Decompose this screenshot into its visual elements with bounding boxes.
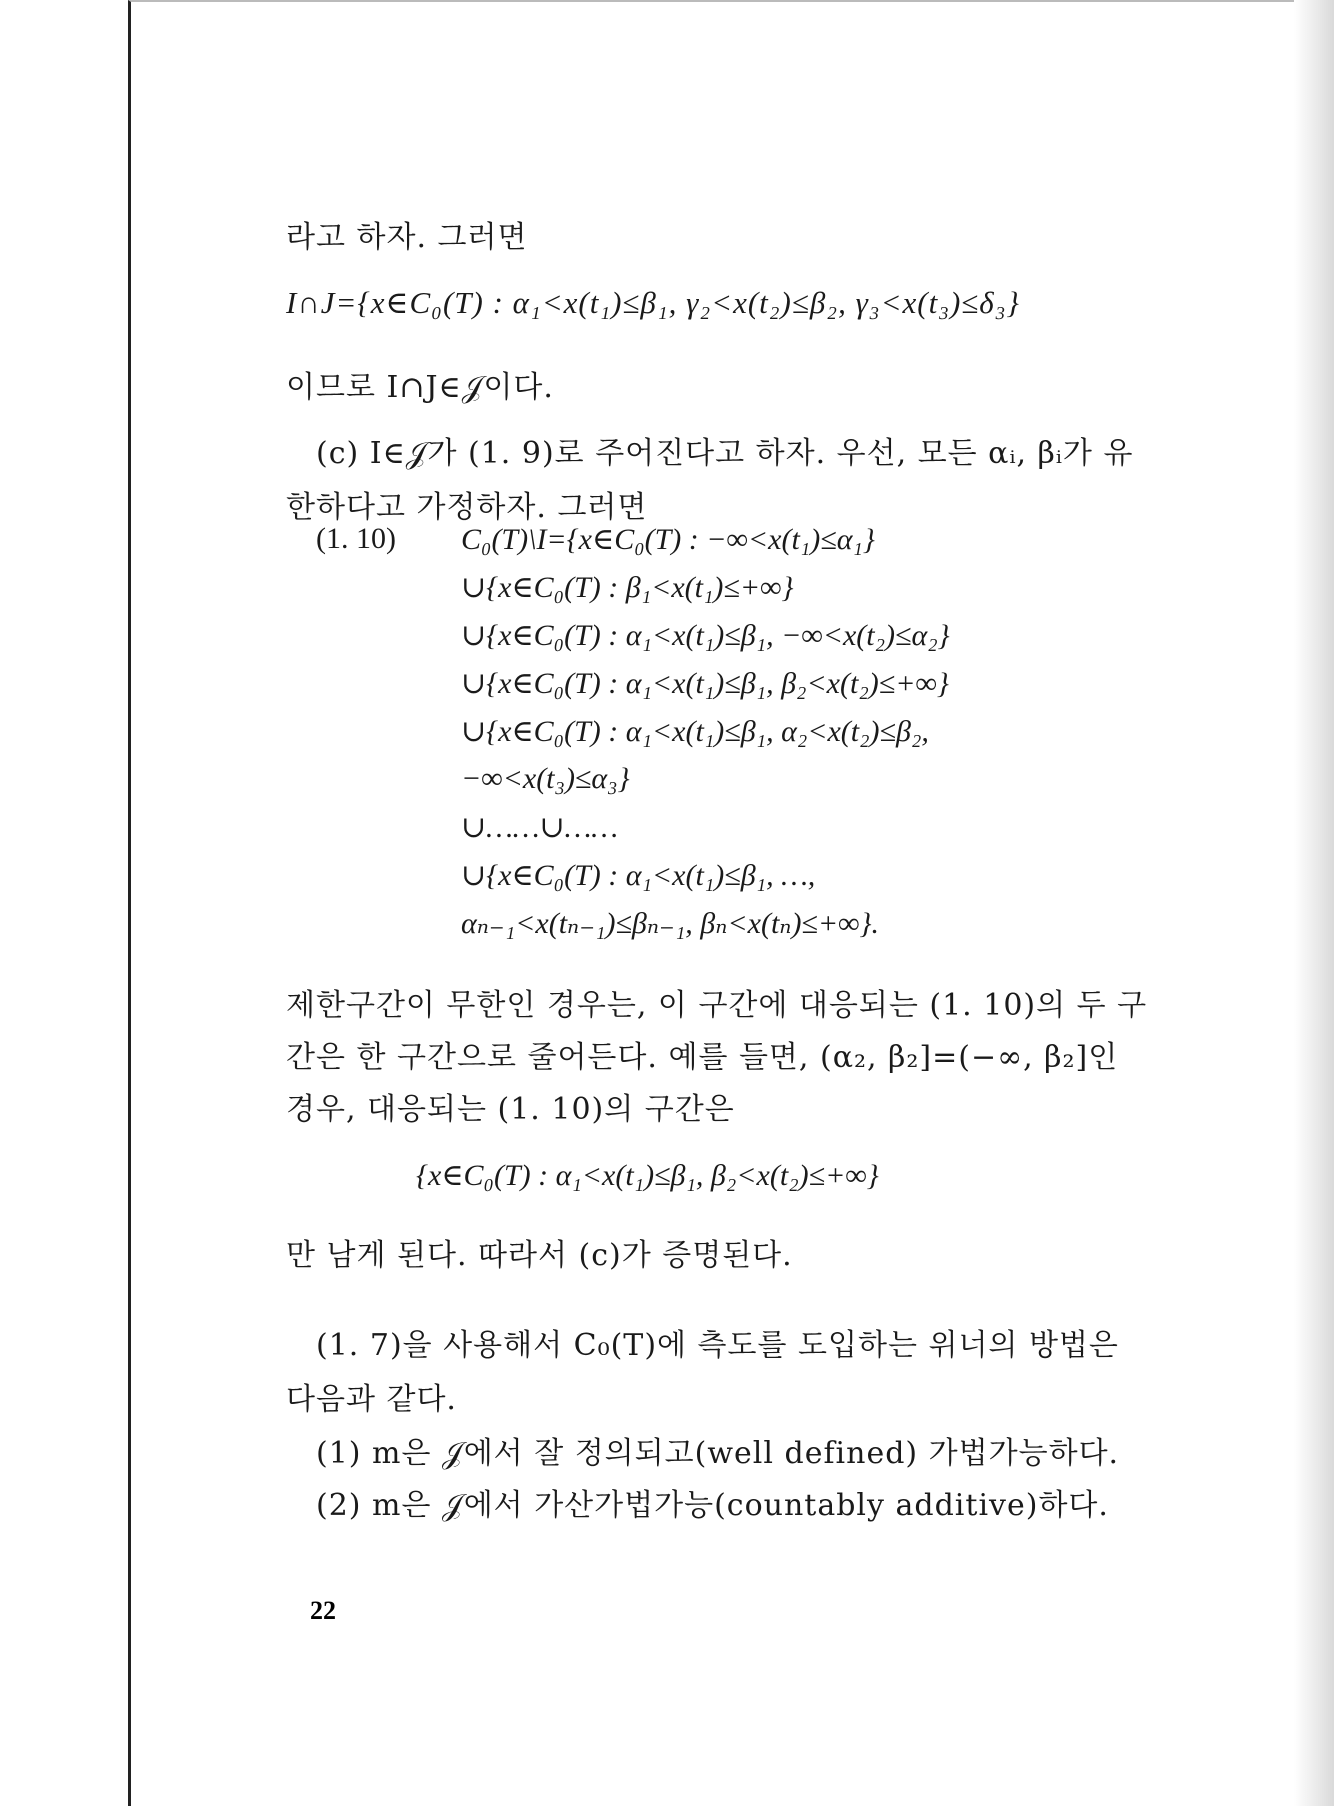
equation-line: −∞<x(t₃)≤α₃} — [461, 762, 630, 795]
equation-line: ∪{x∈C₀(T) : α₁<x(t₁)≤β₁, α₂<x(t₂)≤β₂, — [461, 715, 929, 748]
paragraph-case-c-line2: 한하다고 가정하자. 그러면 — [286, 490, 648, 525]
paragraph-after-eq-line4: 만 남게 된다. 따라서 (c)가 증명된다. — [286, 1238, 793, 1273]
equation-line: C₀(T)\I={x∈C₀(T) : −∞<x(t₁)≤α₁} — [461, 523, 875, 556]
equation-line: ∪{x∈C₀(T) : α₁<x(t₁)≤β₁, −∞<x(t₂)≤α₂} — [461, 619, 950, 652]
paragraph-conclusion-b: 이므로 I∩J∈𝒥이다. — [286, 370, 554, 405]
equation-line: ∪{x∈C₀(T) : β₁<x(t₁)≤+∞} — [461, 571, 794, 604]
equation-label: (1. 10) — [316, 522, 396, 555]
paragraph-wiener-line2: 다음과 같다. — [286, 1382, 457, 1417]
equation-line: αₙ₋₁<x(tₙ₋₁)≤βₙ₋₁, βₙ<x(tₙ)≤+∞}. — [461, 907, 880, 940]
equation-centered: {x∈C₀(T) : α₁<x(t₁)≤β₁, β₂<x(t₂)≤+∞} — [416, 1159, 879, 1192]
equation-line: ∪……∪…… — [461, 811, 618, 844]
list-item-1: (1) m은 𝒥에서 잘 정의되고(well defined) 가법가능하다. — [316, 1436, 1120, 1471]
paragraph-after-eq-line1: 제한구간이 무한인 경우는, 이 구간에 대응되는 (1. 10)의 두 구 — [286, 988, 1148, 1023]
paragraph-after-eq-line2: 간은 한 구간으로 줄어든다. 예를 들면, (α₂, β₂]=(−∞, β₂]인 — [286, 1040, 1119, 1075]
paragraph-case-c-line1: (c) I∈𝒥가 (1. 9)로 주어진다고 하자. 우선, 모든 αᵢ, βᵢ가 유 — [316, 436, 1134, 471]
page-scan-frame — [128, 0, 1314, 1806]
equation-line: ∪{x∈C₀(T) : α₁<x(t₁)≤β₁, β₂<x(t₂)≤+∞} — [461, 667, 949, 700]
equation-intersection: I∩J={x∈C₀(T) : α₁<x(t₁)≤β₁, γ₂<x(t₂)≤β₂, γ₃<x(t₃)≤δ₃} — [286, 285, 1020, 320]
equation-line: ∪{x∈C₀(T) : α₁<x(t₁)≤β₁, …, — [461, 859, 816, 892]
page-edge-shadow — [1294, 0, 1334, 1806]
paragraph-after-eq-line3: 경우, 대응되는 (1. 10)의 구간은 — [286, 1092, 735, 1127]
page-number: 22 — [310, 1596, 336, 1625]
paragraph-wiener-line1: (1. 7)을 사용해서 C₀(T)에 측도를 도입하는 위너의 방법은 — [316, 1328, 1119, 1363]
paragraph-intro: 라고 하자. 그러면 — [286, 220, 528, 255]
list-item-2: (2) m은 𝒥에서 가산가법가능(countably additive)하다. — [316, 1488, 1109, 1523]
